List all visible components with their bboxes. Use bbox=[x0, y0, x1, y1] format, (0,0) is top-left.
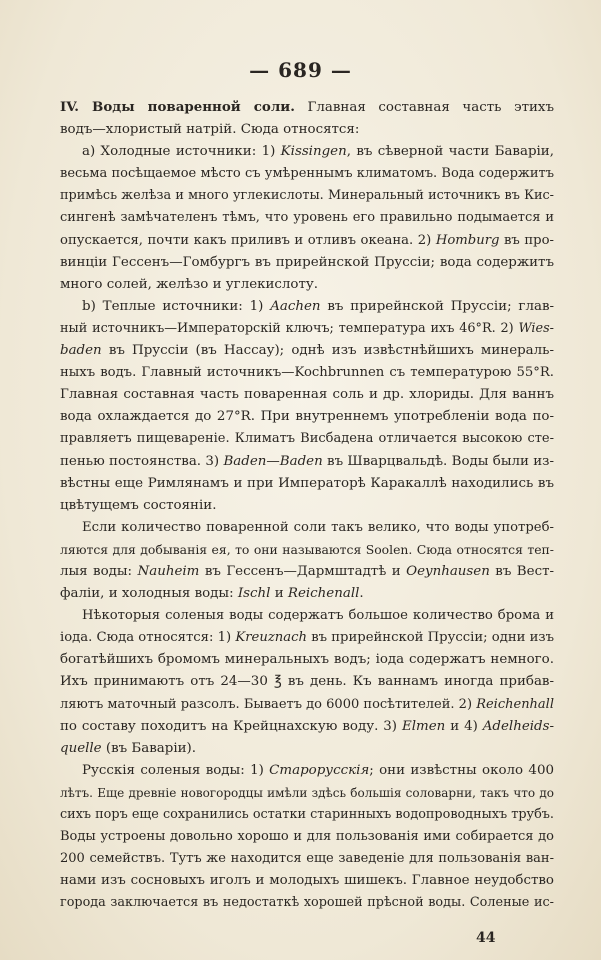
paragraph-soolen bbox=[60, 517, 554, 605]
text-line: винціи Гессенъ—Гомбургъ въ прирейнской Пруссіи; вода содержитъ bbox=[60, 254, 554, 270]
text-line: 200 семействъ. Тутъ же находится еще заведеніе для пользованія ван- bbox=[60, 851, 554, 867]
text-line: Главная составная часть поваренная соль и др. хлориды. Для ваннъ bbox=[60, 387, 554, 403]
place-name: baden bbox=[60, 343, 102, 359]
text-line: правляетъ пищевареніе. Климатъ Висбадена отличается высокою сте- bbox=[60, 431, 554, 447]
text-line: примѣсь желѣза и много углекислоты. Минеральный источникъ въ Кис- bbox=[60, 188, 554, 204]
text-line: нами изъ сосновыхъ иголъ и молодыхъ шишекъ. Главное неудобство bbox=[60, 873, 554, 889]
page-number: — 689 — bbox=[249, 58, 352, 82]
paragraph-bromine-iodine bbox=[60, 605, 554, 760]
place-name: Kreuznach bbox=[235, 630, 307, 646]
text-line: ныхъ водъ. Главный источникъ—Kochbrunnen съ температурою 55°R. bbox=[60, 365, 554, 381]
text-line: много солей, желѣзо и углекислоту. bbox=[60, 276, 319, 292]
place-name: Adelheids- bbox=[482, 718, 554, 734]
text-line: пенью постоянства. 3) Baden—Baden въ Шварцвальдѣ. Воды были из- bbox=[60, 453, 554, 469]
place-name: Kissingen bbox=[280, 144, 347, 160]
text-line: ный источникъ—Императорскій ключъ; температура ихъ 46°R. 2) Wies- bbox=[60, 320, 554, 336]
text-line: ляютъ маточный разсолъ. Бываетъ до 6000 посѣтителей. 2) Reichenhall bbox=[60, 696, 554, 712]
text-line: Если количество поваренной соли такъ велико, что воды употреб- bbox=[82, 519, 554, 535]
text-line: а) Холодные источники: 1) Kissingen, въ сѣверной части Баваріи, bbox=[82, 144, 554, 160]
section-intro-paragraph bbox=[60, 96, 554, 141]
text-line: водъ—хлористый натрій. Сюда относятся: bbox=[60, 122, 360, 138]
paragraph-warm-springs bbox=[60, 296, 554, 517]
place-name: Nauheim bbox=[137, 563, 200, 579]
text-line: вода охлаждается до 27°R. При внутреннемъ употребленіи вода по- bbox=[60, 409, 554, 425]
text-line: вѣстны еще Римлянамъ и при Императорѣ Каракаллѣ находились въ bbox=[60, 475, 554, 491]
place-name: Homburg bbox=[435, 232, 500, 248]
text-line: лыя воды: Nauheim въ Гессенъ—Дармштадтѣ и Oeynhausen въ Вест- bbox=[60, 563, 554, 579]
place-name: Ischl bbox=[237, 586, 271, 602]
text-line: по составу походитъ на Крейцнахскую воду. 3) Elmen и 4) Adelheids- bbox=[60, 718, 554, 734]
place-name: Reichenall bbox=[287, 586, 360, 602]
text-line: Ихъ принимаютъ отъ 24—30 ℥ въ день. Къ ваннамъ иногда прибав- bbox=[60, 674, 554, 690]
text-line: іода. Сюда относятся: 1) Kreuznach въ прирейнской Пруссіи; одни изъ bbox=[60, 630, 554, 646]
place-name: quelle bbox=[60, 740, 102, 756]
place-name: Reichenhall bbox=[476, 696, 554, 712]
text-line: Нѣкоторыя соленыя воды содержатъ большое количество брома и bbox=[82, 608, 554, 624]
text-line: сихъ поръ еще сохранились остатки старинныхъ водопроводныхъ трубъ. bbox=[60, 807, 554, 822]
document-body bbox=[60, 96, 554, 914]
paragraph-russian-waters bbox=[60, 760, 554, 915]
place-name: Старорусскія bbox=[269, 762, 370, 778]
text-line: Воды устроены довольно хорошо и для пользованія ими собирается до bbox=[60, 829, 554, 845]
place-name: Aachen bbox=[270, 298, 321, 314]
text-line: baden въ Пруссіи (въ Нассау); однѣ изъ извѣстнѣйшихъ минераль- bbox=[60, 343, 554, 359]
text-line: IV. Воды поваренной соли. Главная составная часть этихъ bbox=[60, 99, 554, 115]
text-line: ляются для добыванія ея, то они называются Soolen. Сюда относятся теп- bbox=[60, 541, 554, 557]
text-line: города заключается въ недостаткѣ хорошей прѣсной воды. Соленые ис- bbox=[60, 895, 554, 911]
text-line: богатѣйшихъ бромомъ минеральныхъ водъ; іода содержатъ немного. bbox=[60, 652, 554, 668]
text-line: весьма посѣщаемое мѣсто съ умѣреннымъ климатомъ. Вода содержитъ bbox=[60, 166, 554, 182]
text-line: фаліи, и холодныя воды: Ischl и Reichenall. bbox=[60, 586, 364, 602]
text-line: опускается, почти какъ приливъ и отливъ океана. 2) Homburg въ про- bbox=[60, 232, 554, 248]
signature-mark: 44 bbox=[476, 930, 496, 946]
text-line: цвѣтущемъ состояніи. bbox=[60, 497, 217, 513]
place-name: Baden—Baden bbox=[223, 453, 323, 469]
place-name: Wies- bbox=[518, 320, 554, 336]
paragraph-cold-springs bbox=[60, 141, 554, 296]
text-line: Русскія соленыя воды: 1) Старорусскія; они извѣстны около 400 bbox=[82, 762, 554, 778]
place-name: Elmen bbox=[401, 718, 446, 734]
text-line: сингенѣ замѣчателенъ тѣмъ, что уровень его правильно подымается и bbox=[60, 210, 554, 226]
place-name: Oeynhausen bbox=[406, 563, 490, 579]
text-line: quelle (въ Баваріи). bbox=[60, 740, 197, 756]
text-line: лѣтъ. Еще древніе новогородцы имѣли здѣсь большія соловарни, такъ что до bbox=[60, 785, 554, 800]
section-heading: IV. Воды поваренной соли. bbox=[60, 99, 295, 115]
text-line: b) Теплые источники: 1) Aachen въ прирейнской Пруссіи; глав- bbox=[82, 298, 555, 314]
